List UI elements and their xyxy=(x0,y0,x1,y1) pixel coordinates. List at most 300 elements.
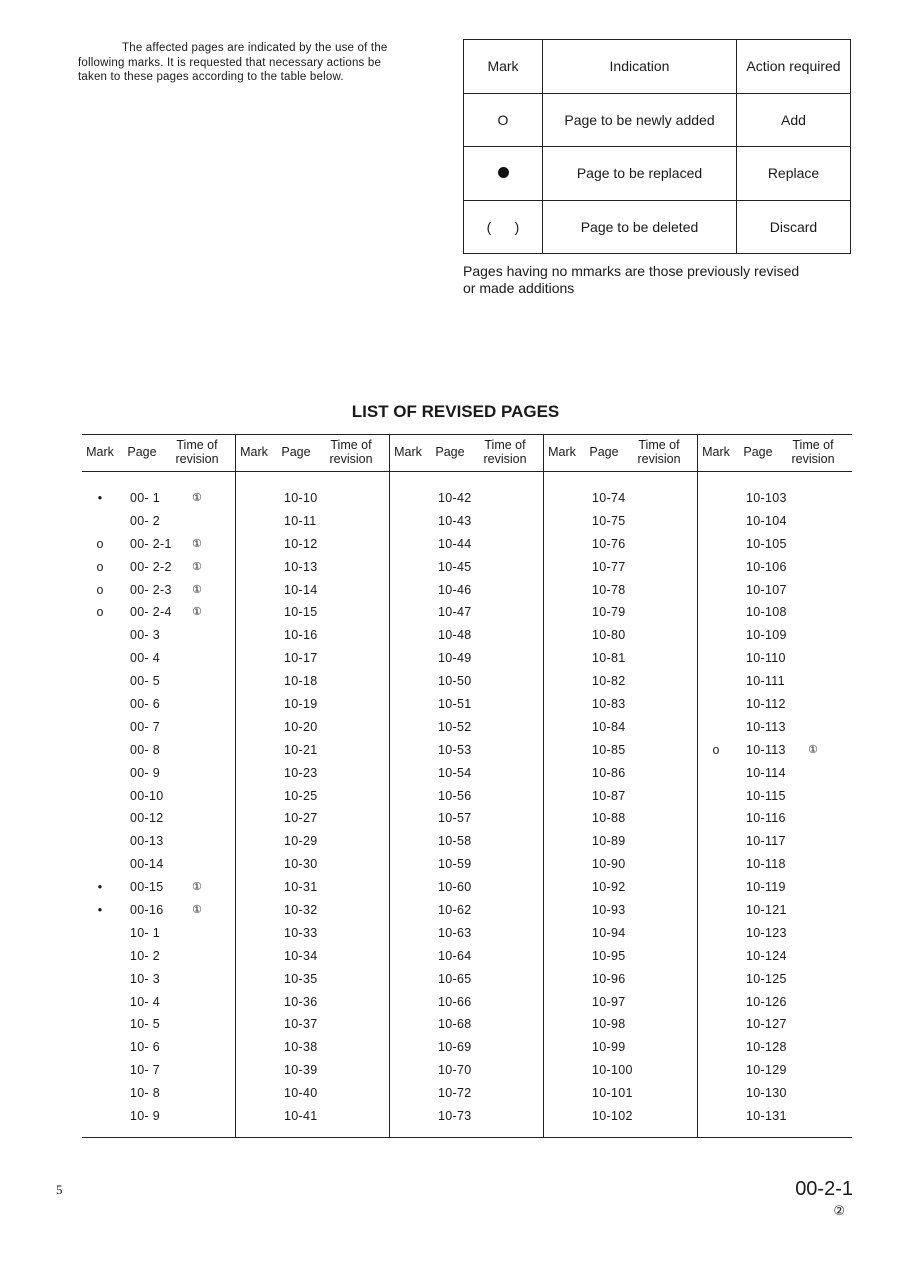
table-row xyxy=(236,900,390,923)
table-row xyxy=(544,786,698,809)
table-row xyxy=(698,854,852,877)
table-row xyxy=(236,1106,390,1129)
row-page: 10-29 xyxy=(284,834,318,849)
row-page: 10-34 xyxy=(284,948,318,963)
row-mark: o xyxy=(712,742,720,757)
row-page: 00- 2 xyxy=(130,513,160,528)
row-revision: ① xyxy=(192,606,202,619)
row-revision: ① xyxy=(192,537,202,550)
row-page: 10-88 xyxy=(592,811,626,826)
row-page: 10-11 xyxy=(284,513,317,528)
column-header-1 xyxy=(82,437,236,469)
table-row xyxy=(698,580,852,603)
row-page: 10-52 xyxy=(438,719,472,734)
row-page: 10- 4 xyxy=(130,994,160,1009)
row-page: 10-79 xyxy=(592,605,626,620)
row-page: 10-27 xyxy=(284,811,318,826)
table-row xyxy=(390,671,544,694)
header-page: Page xyxy=(281,445,311,459)
table-row xyxy=(544,717,698,740)
row-page: 10-92 xyxy=(592,880,626,895)
row-page: 10-33 xyxy=(284,925,318,940)
revised-pages-column-3 xyxy=(390,488,544,1129)
row-page: 10-15 xyxy=(284,605,318,620)
table-row xyxy=(82,786,236,809)
header-mark: Mark xyxy=(702,445,730,459)
row-page: 10-70 xyxy=(438,1063,472,1078)
row-revision: ① xyxy=(192,560,202,573)
row-page: 10-78 xyxy=(592,582,626,597)
legend-header-mark: Mark xyxy=(464,40,543,94)
row-mark: • xyxy=(97,491,103,505)
revision-number: ② xyxy=(833,1203,845,1218)
table-row xyxy=(390,877,544,900)
table-row xyxy=(236,1014,390,1037)
header-mark: Mark xyxy=(394,445,422,459)
row-mark: o xyxy=(96,536,104,551)
table-row xyxy=(390,580,544,603)
row-page: 10-109 xyxy=(746,628,787,643)
table-row xyxy=(82,900,236,923)
table-row xyxy=(82,671,236,694)
row-mark: • xyxy=(97,903,103,918)
table-row xyxy=(82,1060,236,1083)
table-row xyxy=(390,1037,544,1060)
row-page: 10-89 xyxy=(592,834,626,849)
header-time-of-revision xyxy=(472,438,538,466)
table-row xyxy=(390,694,544,717)
header-time-line-2: revision xyxy=(791,452,835,466)
header-mark: Mark xyxy=(86,445,114,459)
table-top-rule xyxy=(82,434,852,435)
table-row xyxy=(698,694,852,717)
column-header-4 xyxy=(544,437,698,469)
table-row xyxy=(82,877,236,900)
page-number: 00-2-1 xyxy=(795,1178,853,1200)
row-page: 10-58 xyxy=(438,834,472,849)
row-page: 00-16 xyxy=(130,903,164,918)
row-page: 10-129 xyxy=(746,1063,787,1078)
header-time-line-2: revision xyxy=(483,452,527,466)
table-row xyxy=(236,831,390,854)
row-page: 10-50 xyxy=(438,674,472,689)
table-row xyxy=(390,969,544,992)
row-page: 10-14 xyxy=(284,582,318,597)
table-row xyxy=(698,648,852,671)
row-page: 00- 5 xyxy=(130,674,160,689)
row-page: 10-117 xyxy=(746,834,786,849)
table-row xyxy=(698,488,852,511)
table-row xyxy=(82,763,236,786)
row-page: 10- 9 xyxy=(130,1109,160,1124)
row-page: 10-39 xyxy=(284,1063,318,1078)
header-time-line-1: Time of xyxy=(330,438,372,452)
row-page: 10-62 xyxy=(438,903,472,918)
table-row xyxy=(236,923,390,946)
row-page: 00- 7 xyxy=(130,719,160,734)
row-revision: ① xyxy=(192,492,202,504)
header-mark: Mark xyxy=(548,445,576,459)
table-row xyxy=(82,854,236,877)
row-page: 00- 9 xyxy=(130,765,160,780)
legend-row-add xyxy=(464,93,851,147)
row-page: 10-100 xyxy=(592,1063,633,1078)
table-row xyxy=(544,854,698,877)
legend-action-replace: Replace xyxy=(737,147,851,201)
table-row xyxy=(698,602,852,625)
table-row xyxy=(698,1060,852,1083)
table-row xyxy=(544,580,698,603)
row-page: 00-14 xyxy=(130,857,164,872)
table-row xyxy=(236,946,390,969)
row-page: 00-13 xyxy=(130,834,164,849)
row-page: 10-115 xyxy=(746,788,786,803)
table-row xyxy=(698,1014,852,1037)
header-time-line-1: Time of xyxy=(792,438,834,452)
row-revision: ① xyxy=(192,904,202,917)
table-row xyxy=(236,763,390,786)
row-page: 10-19 xyxy=(284,697,318,712)
table-row xyxy=(82,625,236,648)
row-page: 10-128 xyxy=(746,1040,787,1055)
legend-mark-discard: ( ) xyxy=(464,200,543,254)
row-page: 10-59 xyxy=(438,857,472,872)
table-row xyxy=(698,946,852,969)
table-row xyxy=(236,488,390,511)
row-page: 10-126 xyxy=(746,994,787,1009)
header-time-of-revision xyxy=(164,438,230,466)
legend-indication-replace: Page to be replaced xyxy=(543,147,737,201)
table-row xyxy=(390,900,544,923)
table-row xyxy=(236,580,390,603)
header-time-line-2: revision xyxy=(175,452,219,466)
row-page: 10-105 xyxy=(746,536,787,551)
header-time-line-1: Time of xyxy=(176,438,218,452)
row-page: 10-73 xyxy=(438,1109,472,1124)
row-page: 10-16 xyxy=(284,628,318,643)
table-row xyxy=(544,831,698,854)
list-title: LIST OF REVISED PAGES xyxy=(351,402,560,421)
table-row xyxy=(390,808,544,831)
table-row xyxy=(544,648,698,671)
table-row xyxy=(82,1037,236,1060)
row-page: 10-68 xyxy=(438,1017,472,1032)
table-row xyxy=(544,557,698,580)
row-page: 00- 3 xyxy=(130,628,160,643)
legend-action-add: Add xyxy=(737,93,851,147)
row-page: 00- 4 xyxy=(130,651,160,666)
table-row xyxy=(236,740,390,763)
table-row xyxy=(698,1106,852,1129)
row-page: 10-87 xyxy=(592,788,626,803)
filled-dot-icon xyxy=(498,167,509,178)
table-row xyxy=(82,1106,236,1129)
legend-row-replace xyxy=(464,147,851,201)
row-page: 00- 2-2 xyxy=(130,559,172,574)
table-row xyxy=(698,786,852,809)
table-row xyxy=(390,602,544,625)
table-row xyxy=(698,763,852,786)
table-row xyxy=(544,1014,698,1037)
table-row xyxy=(236,602,390,625)
row-page: 10- 1 xyxy=(130,925,160,940)
row-page: 00- 8 xyxy=(130,742,160,757)
table-row xyxy=(236,1083,390,1106)
row-page: 10- 2 xyxy=(130,948,160,963)
row-page: 10-37 xyxy=(284,1017,318,1032)
table-row xyxy=(82,992,236,1015)
header-time-of-revision xyxy=(626,438,692,466)
row-page: 10-48 xyxy=(438,628,472,643)
row-page: 00-12 xyxy=(130,811,164,826)
table-row xyxy=(698,900,852,923)
table-row xyxy=(236,511,390,534)
row-page: 10-107 xyxy=(746,582,787,597)
table-row xyxy=(82,717,236,740)
table-row xyxy=(82,1014,236,1037)
table-row xyxy=(544,1083,698,1106)
header-time-line-1: Time of xyxy=(638,438,680,452)
header-time-line-2: revision xyxy=(637,452,681,466)
row-page: 10-101 xyxy=(592,1086,633,1101)
table-row xyxy=(390,534,544,557)
row-page: 10-86 xyxy=(592,765,626,780)
row-mark: o xyxy=(96,605,104,620)
table-row xyxy=(544,946,698,969)
row-revision: ① xyxy=(808,743,818,756)
table-bottom-rule xyxy=(82,1137,852,1138)
table-row xyxy=(390,1106,544,1129)
row-page: 10-119 xyxy=(746,880,786,895)
row-page: 10-118 xyxy=(746,857,786,872)
intro-line-1: The affected pages are indicated by the use of the xyxy=(122,42,388,54)
row-page: 10-95 xyxy=(592,948,626,963)
table-row xyxy=(236,1060,390,1083)
row-page: 10-51 xyxy=(438,697,472,712)
row-page: 10-82 xyxy=(592,674,626,689)
row-page: 10-18 xyxy=(284,674,318,689)
row-page: 10-72 xyxy=(438,1086,472,1101)
table-row xyxy=(544,1106,698,1129)
row-page: 10-103 xyxy=(746,491,787,505)
row-page: 10- 5 xyxy=(130,1017,160,1032)
table-row xyxy=(698,831,852,854)
row-page: 10-116 xyxy=(746,811,786,826)
table-row xyxy=(82,488,236,511)
table-header-rule xyxy=(82,471,852,472)
row-page: 10-127 xyxy=(746,1017,787,1032)
table-row xyxy=(698,557,852,580)
row-page: 10-13 xyxy=(284,559,318,574)
header-time-of-revision xyxy=(318,438,384,466)
row-page: 10-54 xyxy=(438,765,472,780)
row-page: 10- 7 xyxy=(130,1063,160,1078)
table-row xyxy=(82,946,236,969)
revised-pages-column-5 xyxy=(698,488,852,1129)
legend-action-discard: Discard xyxy=(737,200,851,254)
row-page: 10-53 xyxy=(438,742,472,757)
row-page: 10-38 xyxy=(284,1040,318,1055)
row-page: 10-84 xyxy=(592,719,626,734)
table-row xyxy=(544,625,698,648)
row-page: 10-12 xyxy=(284,536,318,551)
row-page: 10-65 xyxy=(438,971,472,986)
table-row xyxy=(544,900,698,923)
row-page: 00- 2-3 xyxy=(130,582,172,597)
row-page: 10-42 xyxy=(438,491,472,505)
header-page: Page xyxy=(743,445,773,459)
table-row xyxy=(390,717,544,740)
table-row xyxy=(390,740,544,763)
legend-mark-replace xyxy=(464,147,543,201)
table-row xyxy=(236,534,390,557)
table-row xyxy=(390,763,544,786)
row-page: 10-130 xyxy=(746,1086,787,1101)
row-page: 10-64 xyxy=(438,948,472,963)
table-row xyxy=(390,923,544,946)
table-row xyxy=(698,534,852,557)
table-row xyxy=(390,786,544,809)
table-row xyxy=(236,671,390,694)
revised-pages-column-2 xyxy=(236,488,390,1129)
row-page: 10-40 xyxy=(284,1086,318,1101)
table-row xyxy=(544,923,698,946)
table-row xyxy=(236,625,390,648)
row-page: 10-83 xyxy=(592,697,626,712)
table-row xyxy=(82,694,236,717)
row-page: 10-98 xyxy=(592,1017,626,1032)
corner-mark: 5 xyxy=(56,1182,63,1197)
table-row xyxy=(236,854,390,877)
row-page: 10-106 xyxy=(746,559,787,574)
table-row xyxy=(390,1014,544,1037)
row-page: 10-31 xyxy=(284,880,318,895)
legend-note xyxy=(463,263,863,297)
table-row xyxy=(236,1037,390,1060)
table-row xyxy=(82,969,236,992)
table-row xyxy=(236,969,390,992)
row-page: 10-113 xyxy=(746,719,786,734)
row-page: 10-125 xyxy=(746,971,787,986)
table-row xyxy=(82,557,236,580)
table-row xyxy=(82,740,236,763)
row-page: 10-30 xyxy=(284,857,318,872)
row-page: 10-90 xyxy=(592,857,626,872)
intro-line-2: following marks. It is requested that necessary actions be xyxy=(78,56,382,69)
table-row xyxy=(698,717,852,740)
header-page: Page xyxy=(589,445,619,459)
row-page: 10-75 xyxy=(592,513,626,528)
row-page: 10-93 xyxy=(592,903,626,918)
row-page: 10-97 xyxy=(592,994,626,1009)
legend-indication-add: Page to be newly added xyxy=(543,93,737,147)
header-page: Page xyxy=(127,445,157,459)
table-row xyxy=(236,992,390,1015)
table-row xyxy=(544,488,698,511)
row-page: 10-46 xyxy=(438,582,472,597)
row-page: 10-123 xyxy=(746,925,787,940)
table-row xyxy=(390,488,544,511)
row-page: 00- 2-4 xyxy=(130,605,172,620)
table-row xyxy=(698,923,852,946)
table-row xyxy=(698,1083,852,1106)
table-row xyxy=(698,992,852,1015)
row-page: 00- 1 xyxy=(130,491,160,505)
table-row xyxy=(544,671,698,694)
row-page: 10-69 xyxy=(438,1040,472,1055)
row-page: 10-47 xyxy=(438,605,472,620)
table-row xyxy=(544,1060,698,1083)
column-header-3 xyxy=(390,437,544,469)
row-page: 10-44 xyxy=(438,536,472,551)
row-page: 10-60 xyxy=(438,880,472,895)
column-header-5 xyxy=(698,437,852,469)
table-row xyxy=(544,602,698,625)
row-mark: • xyxy=(97,880,103,895)
row-page: 10-57 xyxy=(438,811,472,826)
table-row xyxy=(82,1083,236,1106)
row-page: 10-85 xyxy=(592,742,626,757)
row-page: 10-113 xyxy=(746,742,786,757)
table-row xyxy=(390,854,544,877)
row-page: 10-20 xyxy=(284,719,318,734)
table-row xyxy=(236,694,390,717)
row-page: 10- 3 xyxy=(130,971,160,986)
intro-paragraph xyxy=(78,41,430,85)
table-row xyxy=(236,877,390,900)
row-page: 10-35 xyxy=(284,971,318,986)
legend-header-row xyxy=(464,40,851,94)
table-row xyxy=(544,763,698,786)
row-page: 10-63 xyxy=(438,925,472,940)
row-page: 10-74 xyxy=(592,491,626,505)
row-page: 00-15 xyxy=(130,880,164,895)
table-row xyxy=(698,969,852,992)
row-page: 10-76 xyxy=(592,536,626,551)
row-page: 10-104 xyxy=(746,513,787,528)
row-revision: ① xyxy=(192,583,202,596)
table-row xyxy=(236,648,390,671)
table-row xyxy=(390,625,544,648)
row-page: 10-108 xyxy=(746,605,787,620)
header-time-of-revision xyxy=(780,438,846,466)
table-row xyxy=(82,534,236,557)
table-row xyxy=(82,648,236,671)
row-page: 10-102 xyxy=(592,1109,633,1124)
row-page: 10-94 xyxy=(592,925,626,940)
table-row xyxy=(544,511,698,534)
table-row xyxy=(236,786,390,809)
table-row xyxy=(82,580,236,603)
header-time-line-1: Time of xyxy=(484,438,526,452)
table-row xyxy=(390,831,544,854)
row-page: 10-114 xyxy=(746,765,786,780)
legend-mark-add: O xyxy=(464,93,543,147)
row-page: 10-36 xyxy=(284,994,318,1009)
table-row xyxy=(698,877,852,900)
row-page: 10- 8 xyxy=(130,1086,160,1101)
row-revision: ① xyxy=(192,881,202,894)
table-row xyxy=(82,808,236,831)
row-page: 10-49 xyxy=(438,651,472,666)
table-row xyxy=(390,992,544,1015)
table-row xyxy=(82,923,236,946)
row-page: 10-124 xyxy=(746,948,787,963)
table-row xyxy=(390,946,544,969)
table-row xyxy=(82,602,236,625)
legend-note-line-1: Pages having no mmarks are those previously revised xyxy=(463,263,800,279)
revised-pages-column-1 xyxy=(82,488,236,1129)
